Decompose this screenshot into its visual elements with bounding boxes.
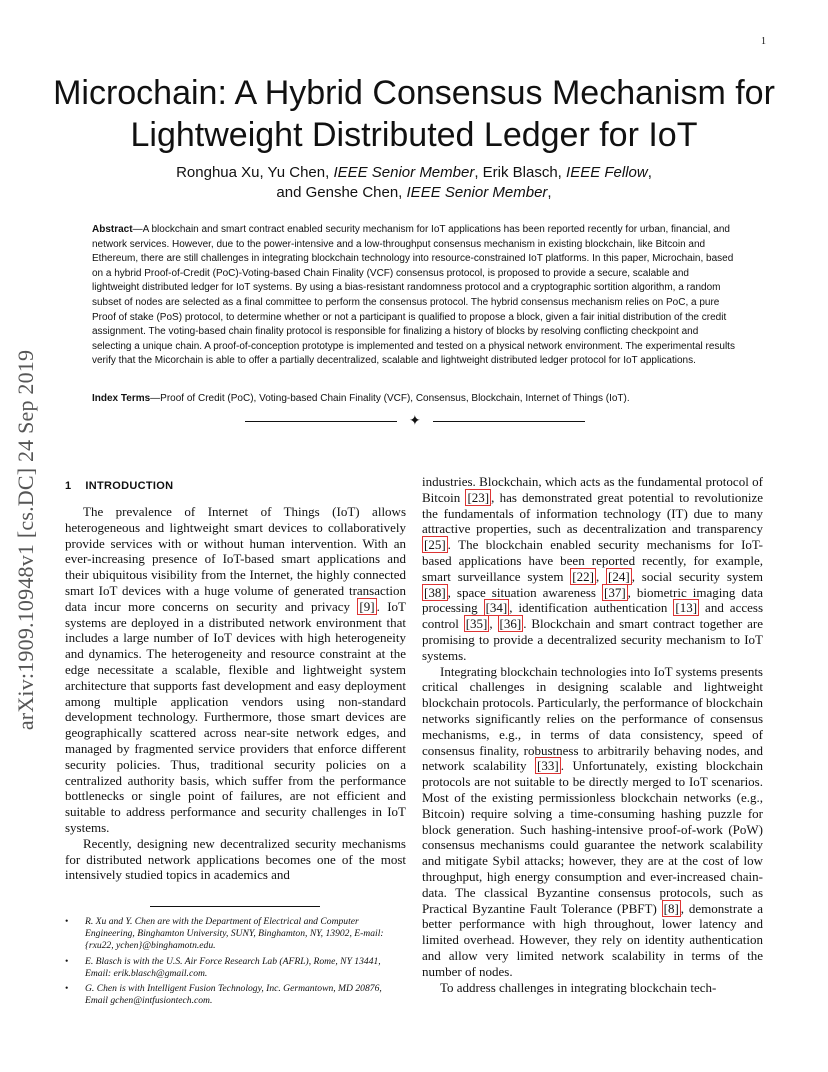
author-names-2: , Erik Blasch,: [474, 164, 567, 181]
section-number: 1: [65, 480, 72, 492]
author-role-1: IEEE Senior Member: [333, 164, 475, 181]
section-divider: [245, 411, 585, 431]
author-names-3: and Genshe Chen,: [276, 184, 407, 201]
diamond-icon: ✦: [409, 413, 421, 429]
text-span: , identification authentication: [509, 600, 674, 616]
intro-text-1: The prevalence of Internet of Things (IoT) allows heterogeneous and lightweight smart devices to collaboratively provide services with or without human intervention. With an ever-increasing presence of IoT-based smart applications and their ubiquitous visibility from the Internet, the highly connected smart IoT devices with a huge volume of generated transaction data incur more concerns on security and privacy: [65, 504, 406, 614]
author-role-2: IEEE Fellow: [566, 164, 648, 181]
citation-link[interactable]: [9]: [359, 598, 375, 614]
page-number: 1: [761, 36, 766, 47]
citation-link[interactable]: [33]: [537, 758, 559, 774]
author-punct-3: ,: [547, 184, 552, 201]
text-span: , demonstrate a better performance with high throughout, lower latency and limited overhead. However, they rely on identity authentication and allow very limited network scalability in terms of the number of nodes.: [422, 900, 763, 979]
divider-line-left: [245, 421, 397, 422]
text-span: , has demonstrated great potential to revolutionize the fundamentals of information technology (IT) due to many attractive properties, such as decentralization and transparency: [422, 489, 764, 537]
index-terms-text: —Proof of Credit (PoC), Voting-based Chain Finality (VCF), Consensus, Blockchain, Internet of Things (IoT).: [150, 393, 630, 404]
text-span: , space situation awareness: [447, 584, 602, 600]
text-span: ,: [595, 568, 607, 584]
text-span: . Unfortunately, existing blockchain protocols are not suitable to be directly merged to IoT scenarios. Most of the existing permissionless blockchain networks (e.g., Bitcoin) require solving a time-consuming hashing puzzle for block generation. Such hashing-intensive proof-of-work (PoW) consensus mechanisms could guarantee the network scalability and mitigate Sybil attacks; however, they are at the cost of low throughput, high energy consumption and ever-increased chain-data. The classical Byzantine consensus protocols, such as Practical Byzantine Fault Tolerance (PBFT): [422, 758, 764, 916]
index-terms-label: Index Terms: [92, 393, 151, 404]
author-line-1: [40, 163, 788, 183]
intro-text-1b: . IoT systems are deployed in a distributed network environment that includes a large number of IoT devices with high heterogeneity and dynamics. The heterogeneity and resource constraint at the edge necessitate a scalable, flexible and lightweight system architecture that supports fast development and easy deployment among multiple application vendors using non-standard development technology. Furthermore, those smart devices are geographically scattered across near-site network edges, and managed by fragmented service providers that enforce different security policies. Thus, traditional security policies on a centralized authority basis, which suffer from the performance bottlenecks or single point of failures, are not efficient and suitable to address performance and security challenges in IoT systems.: [65, 598, 406, 835]
citation-link[interactable]: [35]: [465, 616, 488, 632]
citation-link[interactable]: [38]: [424, 584, 446, 600]
title-line-2: Lightweight Distributed Ledger for IoT: [130, 116, 698, 154]
text-span: and access control: [422, 600, 764, 632]
right-paragraph-2: [422, 664, 763, 980]
citation-link[interactable]: [23]: [467, 489, 490, 505]
intro-paragraph-2: Recently, designing new decentralized security mechanisms for distributed network applications becomes one of the most intensively studied topics in academics and: [65, 835, 406, 883]
citation-link[interactable]: [24]: [608, 568, 630, 584]
citation-link[interactable]: [22]: [572, 568, 594, 584]
abstract-label: Abstract: [92, 224, 133, 235]
section-heading: [65, 480, 173, 492]
citation-link[interactable]: [25]: [424, 537, 446, 553]
citation-link[interactable]: [13]: [675, 600, 698, 616]
footnote-item: • G. Chen is with Intelligent Fusion Technology, Inc. Germantown, MD 20876, Email gchen@intfusiontech.com.: [65, 983, 407, 1007]
text-span: ,: [489, 616, 498, 632]
index-terms: [92, 392, 738, 406]
author-role-3: IEEE Senior Member: [406, 184, 548, 201]
section-title: INTRODUCTION: [85, 480, 174, 492]
footnote-item: • E. Blasch is with the U.S. Air Force Research Lab (AFRL), Rome, NY 13441, Email: erik.blasch@gmail.com.: [65, 956, 407, 980]
paper-title: [40, 72, 788, 156]
text-span: industries. Blockchain, which acts as the fundamental protocol of Bitcoin: [422, 474, 763, 505]
author-punct-2: ,: [647, 164, 652, 181]
arxiv-identifier: [8, 280, 44, 800]
right-paragraph-1: [422, 474, 763, 664]
author-line-2: [40, 183, 788, 203]
footnotes: [65, 916, 407, 1010]
abstract: [92, 223, 738, 369]
text-span: . Blockchain and smart contract together are promising to provide a decentralized security mechanism to IoT systems.: [422, 616, 764, 663]
right-paragraph-3: To address challenges in integrating blockchain tech-: [440, 979, 717, 995]
text-span: Integrating blockchain technologies into IoT systems presents critical challenges in designing scalable and lightweight blockchain protocols. Particularly, the performance of blockchain networks significantly relies on the performance of consensus mechanisms, e.g., in terms of data consistency, speed of consensus finality, robustness to arbitrarily behaving nodes, and network scalability: [422, 663, 763, 774]
footnote-item: • R. Xu and Y. Chen are with the Department of Electrical and Computer Engineering, Binghamton University, SUNY, Binghamton, NY, 13902, E-mail: {rxu22, ychen}@binghamotn.edu.: [65, 916, 407, 953]
author-list: [40, 163, 788, 203]
text-span: . The blockchain enabled security mechanisms for IoT-based applications have been reported recently, for example, smart surveillance system: [422, 537, 763, 584]
citation-link[interactable]: [34]: [485, 600, 508, 616]
title-line-1: Microchain: A Hybrid Consensus Mechanism for: [53, 74, 775, 112]
citation-link[interactable]: [8]: [663, 900, 679, 916]
divider-line-right: [433, 421, 585, 422]
text-span: , social security system: [631, 568, 763, 584]
arxiv-identifier-text: arXiv:1909.10948v1 [cs.DC] 24 Sep 2019: [13, 349, 38, 731]
abstract-text: —A blockchain and smart contract enabled security mechanism for IoT applications has been reported recently for urban, financial, and network services. However, due to the power-intensive and a low-throughput consensus mechanism in existing blockchain, like Bitcoin and Ethereum, there are still challenges in integrating blockchain technology into resource-constrained IoT platforms. In this paper, Microchain, based on a hybrid Proof-of-Credit (PoC)-Voting-based Chain Finality (VCF) consensus protocol, is proposed to provide a secure, scalable and lightweight distributed ledger for IoT systems. By using a bias-resistant randomness protocol and a cryptographic sortition algorithm, a random subset of nodes are selected as a final committee to perform the consensus protocol. The hybrid consensus mechanism relies on PoC, a pure Proof of stake (PoS) protocol, to determine whether or not a participant is qualified to propose a block, given a fair initial distribution of the credit assignment. The voting-based chain finality protocol is responsible for finalizing a history of blocks by resolving conflicting checkpoint and selecting a unique chain. A proof-of-conception prototype is implemented and tested on a physical network environment. The experimental results verify that the Micorchain is able to offer a partially decentralized, scalable and lightweight distributed ledger protocol for IoT applications.: [92, 224, 735, 367]
left-column: [65, 504, 406, 883]
citation-link[interactable]: [37]: [604, 584, 626, 600]
right-column: [422, 474, 763, 995]
author-names-1: Ronghua Xu, Yu Chen,: [176, 164, 334, 181]
text-span: , biometric imaging data processing: [422, 584, 764, 616]
intro-paragraph-1: [65, 504, 406, 836]
citation-link[interactable]: [36]: [499, 616, 522, 632]
footnote-rule: [150, 906, 320, 907]
